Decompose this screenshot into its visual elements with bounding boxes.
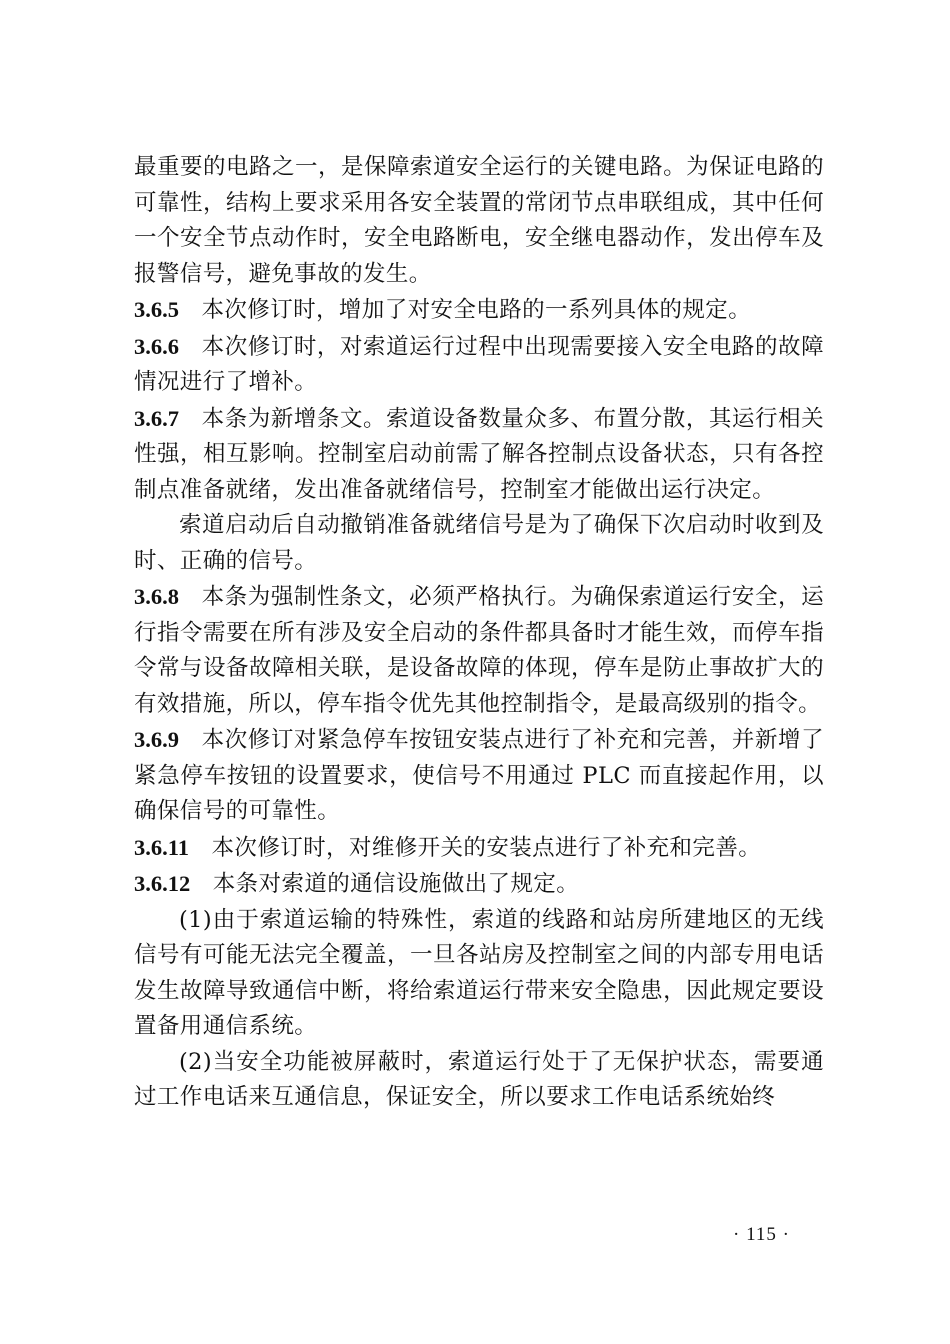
paragraph-text: (2)当安全功能被屏蔽时，索道运行处于了无保护状态，需要通过工作电话来互通信息，保证安全，所以要求工作电话系统始终 [134,1048,824,1110]
clause-3-6-11 [134,830,824,867]
clause-3-6-12-item-1 [134,903,824,1045]
clause-text: 本次修订时，对维修开关的安装点进行了补充和完善。 [211,834,762,861]
clause-3-6-6 [134,329,824,401]
clause-text: 本次修订时，增加了对安全电路的一系列具体的规定。 [201,297,752,323]
clause-number: 3.6.8 [134,584,179,609]
clause-3-6-12 [134,866,824,903]
clause-number: 3.6.5 [134,297,179,322]
paragraph-text: (1)由于索道运输的特殊性，索道的线路和站房所建地区的无线信号有可能无法完全覆盖，一旦各站房及控制室之间的内部专用电话发生故障导致通信中断，将给索道运行带来安全隐患，因此规定要设置备用通信系统。 [134,906,824,1039]
clause-3-6-7 [134,401,824,509]
clause-3-6-5 [134,292,824,329]
clause-number: 3.6.7 [134,405,179,431]
clause-text: 本条为强制性条文，必须严格执行。为确保索道运行安全，运行指令需要在所有涉及安全启动的条件都具备时才能生效，而停车指令常与设备故障相关联，是设备故障的体现，停车是防止事故扩大的有效措施，所以，停车指令优先其他控制指令，是最高级别的指令。 [134,584,824,717]
clause-number: 3.6.9 [134,727,179,752]
clause-3-6-8 [134,579,824,722]
clause-text: 本条为新增条文。索道设备数量众多、布置分散，其运行相关性强，相互影响。控制室启动前需了解各控制点设备状态，只有各控制点准备就绪，发出准备就绪信号，控制室才能做出运行决定。 [134,405,824,503]
paragraph-continuation [134,150,824,292]
clause-text: 本次修订对紧急停车按钮安装点进行了补充和完善，并新增了紧急停车按钮的设置要求，使信号不用通过 PLC 而直接起作用，以确保信号的可靠性。 [134,727,824,824]
page-body [134,150,824,1116]
clause-number: 3.6.11 [134,834,190,860]
clause-number: 3.6.12 [134,871,191,896]
clause-number: 3.6.6 [134,333,179,359]
clause-3-6-12-item-2 [134,1045,824,1116]
clause-3-6-7-note [134,508,824,579]
clause-text: 本次修订时，对索道运行过程中出现需要接入安全电路的故障情况进行了增补。 [134,333,824,395]
page-number: · 115 · [733,1224,790,1245]
paragraph-text: 索道启动后自动撤销准备就绪信号是为了确保下次启动时收到及时、正确的信号。 [134,512,824,574]
clause-3-6-9 [134,722,824,830]
paragraph-text: 最重要的电路之一，是保障索道安全运行的关键电路。为保证电路的可靠性，结构上要求采用各安全装置的常闭节点串联组成，其中任何一个安全节点动作时，安全电路断电，安全继电器动作，发出停车及报警信号，避免事故的发生。 [134,154,824,287]
clause-text: 本条对索道的通信设施做出了规定。 [212,871,580,897]
